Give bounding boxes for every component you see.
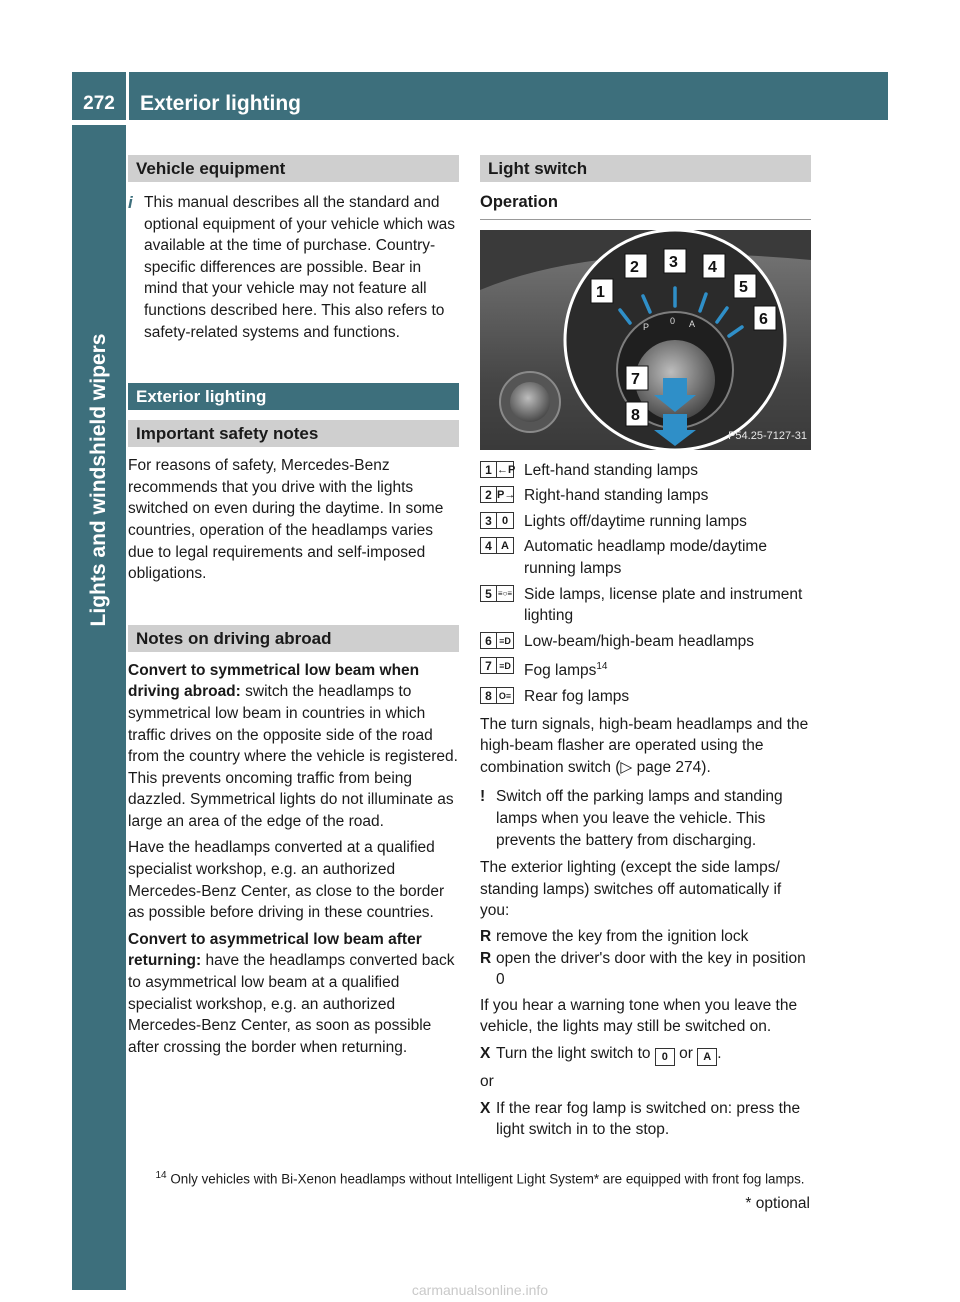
legend-number: 7 [480, 657, 497, 674]
vehicle-equipment-heading: Vehicle equipment [128, 155, 459, 182]
left-standing-lamp-icon: ←P [497, 461, 514, 478]
step-text: If the rear fog lamp is switched on: press the light switch in to the stop. [496, 1099, 801, 1139]
footnote-mark: 14 [155, 1170, 167, 1181]
legend-number: 1 [480, 461, 497, 478]
page-header [72, 72, 888, 120]
vehicle-equipment-text: This manual describes all the standard and optional equipment of your vehicle which was available at the time of purchase. Country-specific differences are possible. Bear in mind that your vehicle may not feature all functions described here. This also refers to safety-related systems and functions. [144, 194, 456, 341]
lights-off-icon: 0 [655, 1048, 675, 1066]
legend-item [480, 631, 811, 653]
legend-item [480, 686, 811, 708]
watermark: carmanualsonline.info [411, 1282, 549, 1298]
light-switch-illustration [480, 230, 811, 450]
dial-label-p: P [643, 321, 650, 332]
legend-item [480, 485, 811, 507]
legend-number: 6 [480, 632, 497, 649]
turn-signals-text: The turn signals, high-beam headlamps and the high-beam flasher are operated using the combination switch (▷ page 274). [480, 715, 809, 776]
safety-notes-heading: Important safety notes [128, 420, 459, 447]
footnote-ref: 14 [596, 661, 608, 673]
legend-text: Side lamps, license plate and instrument lighting [524, 585, 803, 625]
legend-item [480, 460, 811, 482]
callout-5: 5 [739, 278, 748, 296]
step-text-pre: Turn the light switch to [496, 1045, 655, 1062]
legend-text: Automatic headlamp mode/daytime running lamps [524, 538, 767, 577]
workshop-text: Have the headlamps converted at a qualified specialist workshop, e.g. an authorized Mercedes-Benz Center, as close to the border as possible before driving in these countries. [128, 839, 445, 922]
fog-lamp-icon: ≡D [497, 657, 514, 674]
bullet-text: open the driver's door with the key in position 0 [496, 949, 806, 989]
legend-number: 4 [480, 537, 497, 554]
auto-headlamp-icon: A [497, 537, 514, 554]
or-text: or [480, 1073, 494, 1090]
warning-text: Switch off the parking lamps and standing lamps when you leave the vehicle. This prevents the battery from discharging. [496, 788, 783, 849]
list-item [480, 948, 811, 991]
callout-4: 4 [708, 258, 717, 276]
optional-note: * optional [745, 1195, 810, 1212]
warning-tone-text: If you hear a warning tone when you leave the vehicle, the lights may still be switched on. [480, 996, 798, 1036]
convert-symmetrical-paragraph [128, 660, 459, 833]
convert-asymmetrical-label: Convert to asymmetrical low beam after returning: [128, 930, 422, 970]
legend-item [480, 536, 811, 579]
step-text-mid: or [674, 1045, 698, 1062]
lights-off-icon: 0 [497, 512, 514, 529]
bullet-text: remove the key from the ignition lock [496, 928, 749, 946]
header-divider [126, 72, 129, 120]
image-code: P54.25-7127-31 [728, 430, 807, 442]
step-item [480, 1098, 811, 1141]
step-arrow-icon: X [480, 1099, 491, 1117]
right-column [480, 155, 811, 1141]
legend-number: 5 [480, 585, 497, 602]
step-arrow-icon: X [480, 1045, 491, 1062]
warning-icon: ! [480, 788, 486, 806]
auto-headlamp-icon: A [697, 1048, 717, 1066]
legend-text: Right-hand standing lamps [524, 487, 709, 505]
convert-asymmetrical-text: have the headlamps converted back to asymmetrical low beam at a qualified specialist workshop, e.g. an authorized Mercedes-Benz Center, as soon as possible after crossing the border when returning. [128, 952, 455, 1056]
side-tab-label: Lights and windshield wipers [87, 333, 110, 627]
right-standing-lamp-icon: P→ [497, 486, 514, 503]
side-tab [72, 125, 126, 1270]
callout-7: 7 [631, 370, 640, 388]
convert-symmetrical-text: switch the headlamps to symmetrical low beam in countries in which traffic drives on the opposite side of the road from the country where the vehicle is registered. This prevents oncoming traffic from being dazzled. Symmetrical lights do not illuminate as large an area of the edge of the road. [128, 683, 458, 830]
rear-fog-lamp-icon: O≡ [497, 687, 514, 704]
dial-label-a: A [689, 318, 696, 329]
legend-text: Rear fog lamps [524, 688, 630, 706]
driving-abroad-heading: Notes on driving abroad [128, 625, 459, 652]
bullet-icon: R [480, 928, 492, 946]
legend-item [480, 511, 811, 533]
page-number: 272 [83, 93, 115, 114]
list-item [480, 926, 811, 948]
exterior-lighting-heading: Exterior lighting [128, 383, 459, 410]
legend-number: 3 [480, 512, 497, 529]
callout-1: 1 [596, 283, 605, 301]
left-column [128, 155, 459, 1058]
auto-off-text: The exterior lighting (except the side lamps/ standing lamps) switches off automatically if you: [480, 859, 782, 920]
dial-label-0: 0 [670, 315, 676, 326]
step-item [480, 1043, 811, 1066]
legend-text-fog: Fog lamps [524, 662, 597, 680]
legend-text: Lights off/daytime running lamps [524, 512, 747, 530]
callout-2: 2 [630, 258, 639, 276]
convert-symmetrical-label: Convert to symmetrical low beam when driving abroad: [128, 661, 420, 701]
light-switch-image [480, 230, 811, 450]
legend-number: 8 [480, 687, 497, 704]
warning-note [480, 786, 811, 851]
callout-3: 3 [669, 253, 678, 271]
safety-text: For reasons of safety, Mercedes-Benz recommends that you drive with the lights switched on even during the daytime. In some countries, operation of the headlamps varies due to legal requirements and self-imposed obligations. [128, 457, 444, 583]
operation-heading: Operation [480, 192, 811, 220]
legend-number: 2 [480, 486, 497, 503]
info-icon: i [128, 193, 133, 212]
footnote [155, 1167, 804, 1188]
legend-item [480, 656, 811, 682]
convert-asymmetrical-paragraph [128, 929, 459, 1059]
bullet-icon: R [480, 949, 492, 967]
low-beam-icon: ≡D [497, 632, 514, 649]
callout-6: 6 [759, 310, 768, 328]
legend-item [480, 584, 811, 627]
light-switch-heading: Light switch [480, 155, 811, 182]
page-title: Exterior lighting [140, 92, 302, 115]
legend-text: Low-beam/high-beam headlamps [524, 632, 755, 650]
legend-text: Left-hand standing lamps [524, 461, 699, 479]
side-lamps-icon: ≡○≡ [497, 585, 514, 602]
legend-text [524, 656, 608, 682]
callout-8: 8 [631, 406, 640, 424]
info-note [128, 192, 459, 343]
footnote-text: Only vehicles with Bi-Xenon headlamps without Intelligent Light System* are equipped with front fog lamps. [166, 1171, 805, 1187]
legend-list [480, 460, 811, 708]
step-text-post: . [717, 1045, 722, 1062]
step-text [496, 1043, 722, 1066]
